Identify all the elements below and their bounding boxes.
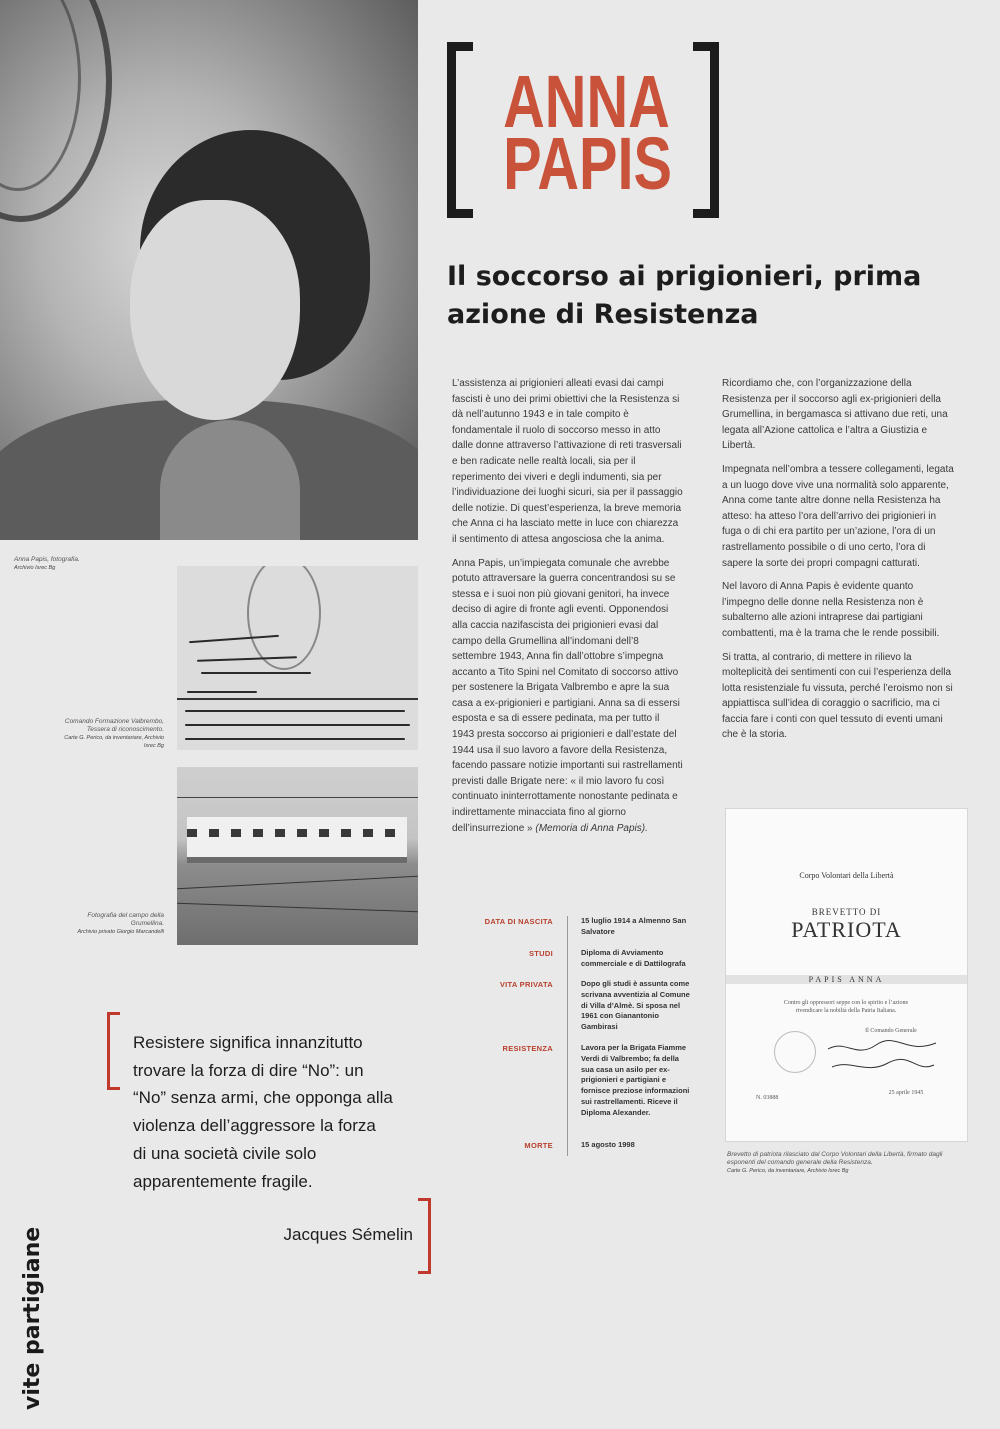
id-card-caption-source: Carte G. Perico, da inventariare, Archivio Isrec Bg [64, 735, 164, 749]
camp-photo [177, 767, 418, 945]
certificate-caption [727, 1151, 967, 1175]
title-last-name: PAPIS [503, 122, 673, 205]
paragraph [452, 556, 684, 837]
paragraph-citation: (Memoria di Anna Papis). [535, 822, 648, 834]
bio-value-birth: 15 luglio 1914 a Almenno San Salvatore [581, 916, 687, 936]
patriot-certificate [726, 809, 967, 1141]
portrait-caption-source: Archivio Isrec Bg [14, 565, 56, 571]
certificate-date: 25 aprile 1945 [888, 1090, 924, 1096]
portrait-caption-text: Anna Papis, fotografia. [14, 556, 80, 563]
bio-separator [567, 916, 568, 1156]
portrait-face [130, 200, 300, 420]
title-bracket-right [693, 42, 719, 218]
body-column-right [722, 376, 954, 751]
page-subtitle: Il soccorso ai prigionieri, prima azione di Resistenza [447, 261, 922, 330]
paragraph-text: Anna Papis, un’impiegata comunale che avrebbe potuto attraversare la guerra concentrandosi su se stessa e i suoi non più giovani genitori, ha invece deciso di agire di fronte agli eventi. Opponendosi alla caccia nazifascista dei prigionieri evasi dal campo della Grumellina all’indomani dell’8 settembre 1943, Anna fin dall’ottobre s’impegna accanto a Tito Spini nel Comitato di soccorso attivo per sostenere la Brigata Valbrembo e apre la sua casa a ex-prigionieri e partigiani. Anna sa di essersi esposta e sa di essere pedinata, ma per tutto il 1943 presta soccorso ai prigionieri e dall’estate del 1944 usa il suo lavoro a favore della Resistenza, facendo passare notizie importanti sui rastrellamenti previsti dalle Brigate nere: « il mio lavoro fu così continuato ininterrottamente nonostante pedinata e indirettamente minacciata fino al giorno dell’insurrezione » [452, 557, 683, 834]
bio-value-private-life: Dopo gli studi è assunta come scrivana avventizia al Comune di Villa d’Almè. Si sposa nel 1961 con Gianantonio Gambirasi [581, 979, 690, 1032]
certificate-line2: PATRIOTA [791, 917, 902, 942]
certificate-header: Corpo Volontari della Libertà [799, 871, 894, 880]
series-label: vite partigiane [20, 1226, 45, 1410]
bio-label-resistance: RESISTENZA [502, 1044, 553, 1053]
bio-label-private-life: VITA PRIVATA [499, 980, 553, 989]
title-bracket-left [447, 42, 473, 218]
quote-bracket-right [418, 1198, 431, 1274]
seal-icon [774, 1031, 816, 1073]
paragraph: Nel lavoro di Anna Papis è evidente quanto l’impegno delle donne nella Resistenza non è subalterno alle azioni intraprese dai partigiani combattenti, ma è la trama che le rende possibili. [722, 581, 940, 639]
id-card-caption [58, 718, 164, 750]
signatures-icon [826, 1037, 941, 1077]
certificate-caption-text: Brevetto di patriota rilasciato dal Corpo Volontari della Libertà, firmato dagli esponenti del comando generale della Resistenza. [727, 1151, 943, 1166]
paragraph: Impegnata nell’ombra a tessere collegamenti, legata a un luogo dove vive una normalità solo apparente, Anna come tante altre donne nella Resistenza ha atteso: ha atteso l’ora dell’arrivo dei prigionieri in fuga o di chi era partito per un’azione, l’ora di un rastrellamento possibile o di uno certo, l’ora di sapere la sorte dei propri compagni catturati. [722, 463, 954, 569]
bio-value-death: 15 agosto 1998 [581, 1140, 635, 1149]
paragraph: Ricordiamo che, con l’organizzazione della Resistenza per il soccorso agli ex-prigionieri della Grumellina, in bergamasca si attivano due reti, una legata all’Azione cattolica e l’altra a Giustizia e Libertà. [722, 378, 948, 452]
portrait-caption [14, 556, 174, 572]
bio-label-death: MORTE [524, 1141, 553, 1150]
certificate-line1: BREVETTO DI [811, 907, 882, 917]
bio-value-resistance: Lavora per la Brigata Fiamme Verdi di Valbrembo; fa della sua casa un asilo per ex-prigionieri e partigiani e fornisce preziose informazioni sui rastrellamenti. Riceve il Diploma Alexander. [581, 1043, 690, 1117]
paragraph: L’assistenza ai prigionieri alleati evasi dai campi fascisti è uno dei primi obiettivi che la Resistenza si dà nell’autunno 1943 e in tale compito è fondamentale il ruolo di soccorso messo in atto dalle donne attraverso l’attivazione di reti trasversali e ben radicate nelle realtà locali, sia per il reperimento dei viveri e degli indumenti, sia per l’individuazione dei luoghi sicuri, sia per il passaggio delle notizie. Di quest’esperienza, la breve memoria che Anna ci ha lasciato mette in luce con chiarezza il sentimento di attesa angosciosa che la anima. [452, 378, 683, 545]
camp-caption-source: Archivio privato Giorgio Marcandelli [77, 929, 164, 935]
bio-label-birth: DATA DI NASCITA [484, 917, 553, 926]
id-card-photo [177, 566, 418, 750]
certificate-number: N. 03888 [756, 1095, 779, 1101]
certificate-body: Contro gli oppressori seppe con lo spirito e l’azione rivendicare la nobiltà della Patria Italiana. [783, 1000, 909, 1014]
certificate-name: PAPIS ANNA [726, 975, 967, 984]
paragraph: Si tratta, al contrario, di mettere in rilievo la molteplicità dei sentimenti con cui l’esperienza della lotta resistenziale fu vissuta, perché l’eroismo non si appiattisca sull’idea di coraggio o sacrificio, ma ci faccia fare i conti con quel tessuto di eventi umani che è la storia. [722, 651, 953, 741]
id-card-caption-text: Comando Formazione Valbrembo, Tessera di riconoscimento. [64, 718, 164, 733]
portrait-photo [0, 0, 418, 540]
camp-caption [60, 912, 164, 936]
quote-author: Jacques Sémelin [283, 1225, 413, 1244]
certificate-command: Il Comando Generale [865, 1028, 917, 1034]
quote-bracket-left [107, 1012, 120, 1090]
bio-value-studies: Diploma di Avviamento commerciale e di Dattilografa [581, 948, 686, 968]
quote-text: Resistere significa innanzitutto trovare la forza di dire “No”: un “No” senza armi, che opponga alla violenza dell’aggressore la forza di una società civile solo apparentemente fragile. [133, 1033, 393, 1191]
certificate-caption-source: Carte G. Perico, da inventariare, Archivio Isrec Bg [727, 1168, 849, 1174]
title-first-name: ANNA [503, 60, 670, 143]
bio-label-studies: STUDI [529, 949, 553, 958]
body-column-left [452, 376, 684, 844]
camp-caption-text: Fotografia del campo della Grumellina. [87, 912, 164, 927]
